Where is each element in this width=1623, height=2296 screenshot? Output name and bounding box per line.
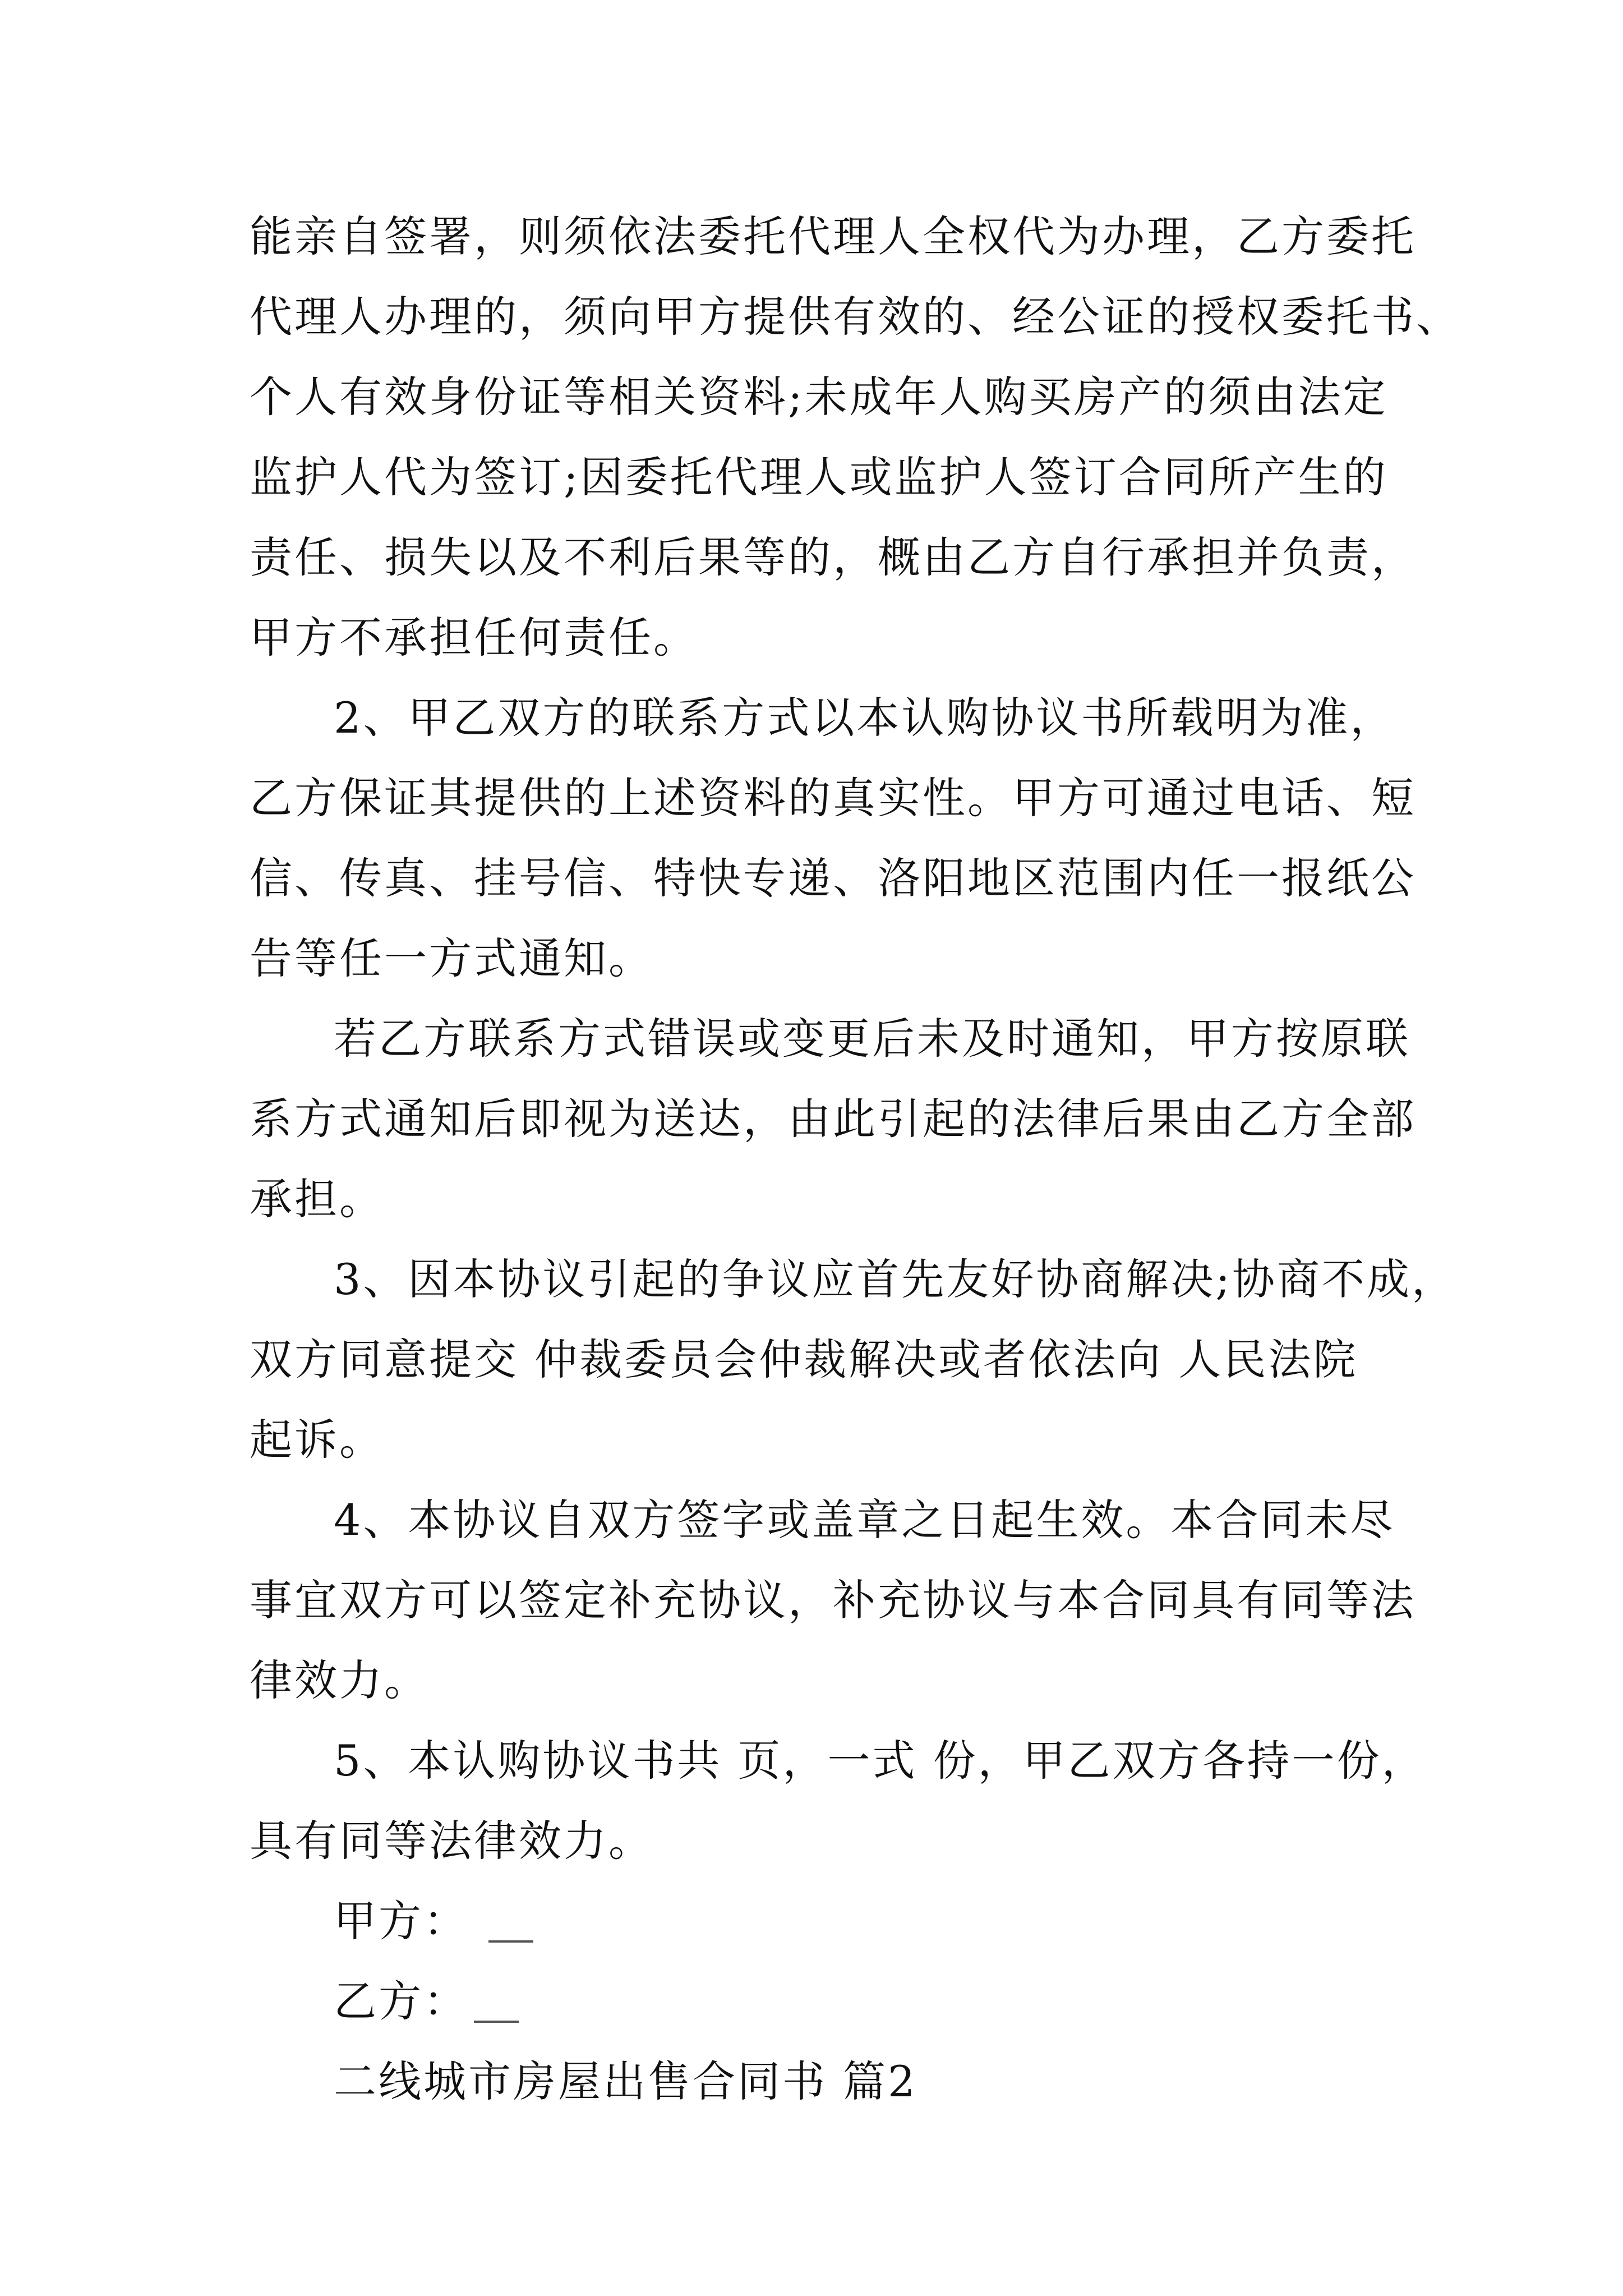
text-line: 个人有效身份证等相关资料;未成年人购买房产的须由法定 bbox=[250, 372, 1388, 422]
text-line: 监护人代为签订;因委托代理人或监护人签订合同所产生的 bbox=[250, 452, 1388, 502]
party-b-signature-row bbox=[250, 1961, 1371, 2041]
text-line: 双方同意提交 仲裁委员会仲裁解决或者依法向 人民法院 bbox=[250, 1335, 1358, 1384]
text-line: 代理人办理的，须向甲方提供有效的、经公证的授权委托书、 bbox=[250, 292, 1461, 342]
party-a-signature-blank bbox=[488, 1940, 533, 1943]
text-line: 责任、损失以及不利后果等的，概由乙方自行承担并负责， bbox=[250, 532, 1416, 582]
text-line: 起诉。 bbox=[250, 1415, 384, 1465]
paragraph-contact-method bbox=[250, 678, 1416, 999]
text-line: 律效力。 bbox=[250, 1655, 429, 1705]
party-a-label: 甲方： bbox=[334, 1896, 468, 1946]
paragraph-effective-date bbox=[250, 1480, 1416, 1720]
next-section-title bbox=[250, 2041, 1371, 2122]
text-line: 2、甲乙双方的联系方式以本认购协议书所载明为准， bbox=[334, 693, 1395, 743]
text-line: 承担。 bbox=[250, 1174, 384, 1224]
party-b-signature-blank bbox=[474, 2021, 519, 2023]
document-body bbox=[250, 196, 1461, 2122]
text-line: 甲方不承担任何责任。 bbox=[250, 613, 698, 662]
text-line: 乙方保证其提供的上述资料的真实性。甲方可通过电话、短 bbox=[250, 773, 1416, 823]
text-line: 能亲自签署，则须依法委托代理人全权代为办理，乙方委托 bbox=[250, 211, 1416, 261]
text-line: 若乙方联系方式错误或变更后未及时通知，甲方按原联 bbox=[334, 1014, 1410, 1064]
text-line: 3、因本协议引起的争议应首先友好协商解决;协商不成， bbox=[334, 1254, 1456, 1304]
text-line: 信、传真、挂号信、特快专递、洛阳地区范围内任一报纸公 bbox=[250, 853, 1416, 903]
section-heading: 二线城市房屋出售合同书 篇2 bbox=[334, 2056, 917, 2106]
paragraph-dispute-resolution bbox=[250, 1239, 1456, 1480]
paragraph-contact-error bbox=[250, 999, 1416, 1239]
text-line: 事宜双方可以签定补充协议，补充协议与本合同具有同等法 bbox=[250, 1575, 1416, 1625]
paragraph-agent-signing bbox=[250, 196, 1461, 678]
paragraph-copies bbox=[250, 1720, 1427, 1881]
party-a-signature-row bbox=[250, 1881, 1371, 1961]
party-b-label: 乙方： bbox=[334, 1976, 468, 2026]
text-line: 告等任一方式通知。 bbox=[250, 933, 653, 983]
text-line: 具有同等法律效力。 bbox=[250, 1816, 653, 1866]
text-line: 4、本协议自双方签字或盖章之日起生效。本合同未尽 bbox=[334, 1495, 1395, 1545]
text-line: 系方式通知后即视为送达，由此引起的法律后果由乙方全部 bbox=[250, 1094, 1416, 1144]
text-line: 5、本认购协议书共 页，一式 份，甲乙双方各持一份， bbox=[334, 1736, 1427, 1786]
